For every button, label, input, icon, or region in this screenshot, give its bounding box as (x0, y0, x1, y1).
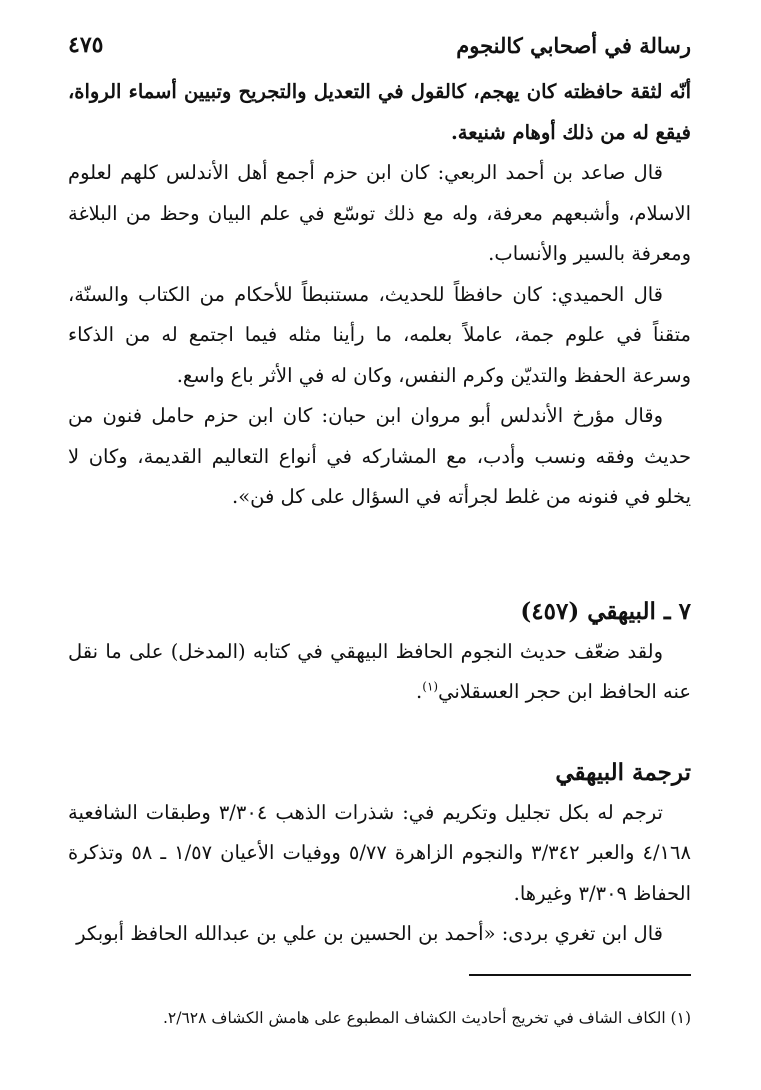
footnote-divider (469, 974, 691, 976)
section-spacer (68, 518, 691, 592)
paragraph-bayhaqi-1-text: ولقد ضعّف حديث النجوم الحافظ البيهقي في كتابه (المدخل) على ما نقل عنه الحافظ ابن حجر العسقلاني (68, 639, 691, 703)
section-heading-biography: ترجمة البيهقي (555, 758, 691, 786)
paragraph-intro-4: وقال مؤرخ الأندلس أبو مروان ابن حبان: كان ابن حزم حامل فنون من حديث وفقه ونسب وأدب، مع المشاركه في أنواع التعاليم القديمة، وكان لا يخلو في فنونه من غلط لجرأته في السؤال على كل فن». (68, 404, 691, 508)
paragraph-biography-2: قال ابن تغري بردى: «أحمد بن الحسين بن علي بن عبدالله الحافظ أبوبكر (76, 922, 663, 945)
paragraph-intro-1: أنّه لثقة حافظته كان يهجم، كالقول في التعديل والتجريح وتبيين أسماء الرواة، فيقع له من ذلك أوهام شنيعة. (68, 80, 691, 144)
main-text (68, 72, 691, 955)
footnote: (١) الكاف الشاف في تخريج أحاديث الكشاف المطبوع على هامش الكشاف ٢/٦٢٨. (162, 1009, 691, 1027)
paragraph-intro-3: قال الحميدي: كان حافظاً للحديث، مستنبطاً للأحكام من الكتاب والسنّة، متقناً في علوم جمة، عاملاً بعلمه، ما رأينا مثله فيما اجتمع له من الذكاء وسرعة الحفظ والتديّن وكرم النفس، وكان له في الأثر باع واسع. (68, 282, 691, 387)
page-number: ٤٧٥ (68, 32, 104, 58)
paragraph-biography-1: ترجم له بكل تجليل وتكريم في: شذرات الذهب ٣/٣٠٤ وطبقات الشافعية ٤/١٦٨ والعبر ٣/٣٤٢ والنجوم الزاهرة ٥/٧٧ ووفيات الأعيان ١/٥٧ ـ ٥٨ وتذكرة الحفاظ ٣/٣٠٩ وغيرها. (68, 800, 691, 905)
paragraph-intro-2: قال صاعد بن أحمد الربعي: كان ابن حزم أجمع أهل الأندلس كلهم لعلوم الاسلام، وأشبعهم معرفة، وله مع ذلك توسّع في علم البيان وحظ من البلاغة ومعرفة بالسير والأنساب. (68, 161, 691, 265)
section-spacer (68, 713, 691, 753)
paragraph-bayhaqi-1 (68, 632, 691, 713)
running-header (68, 28, 691, 62)
running-title: رسالة في أصحابي كالنجوم (456, 32, 691, 58)
paragraph-bayhaqi-1-end: . (416, 680, 423, 703)
footnote-ref[interactable]: (١) (422, 679, 439, 694)
section-heading-bayhaqi: ٧ ـ البيهقي (٤٥٧) (520, 597, 691, 625)
